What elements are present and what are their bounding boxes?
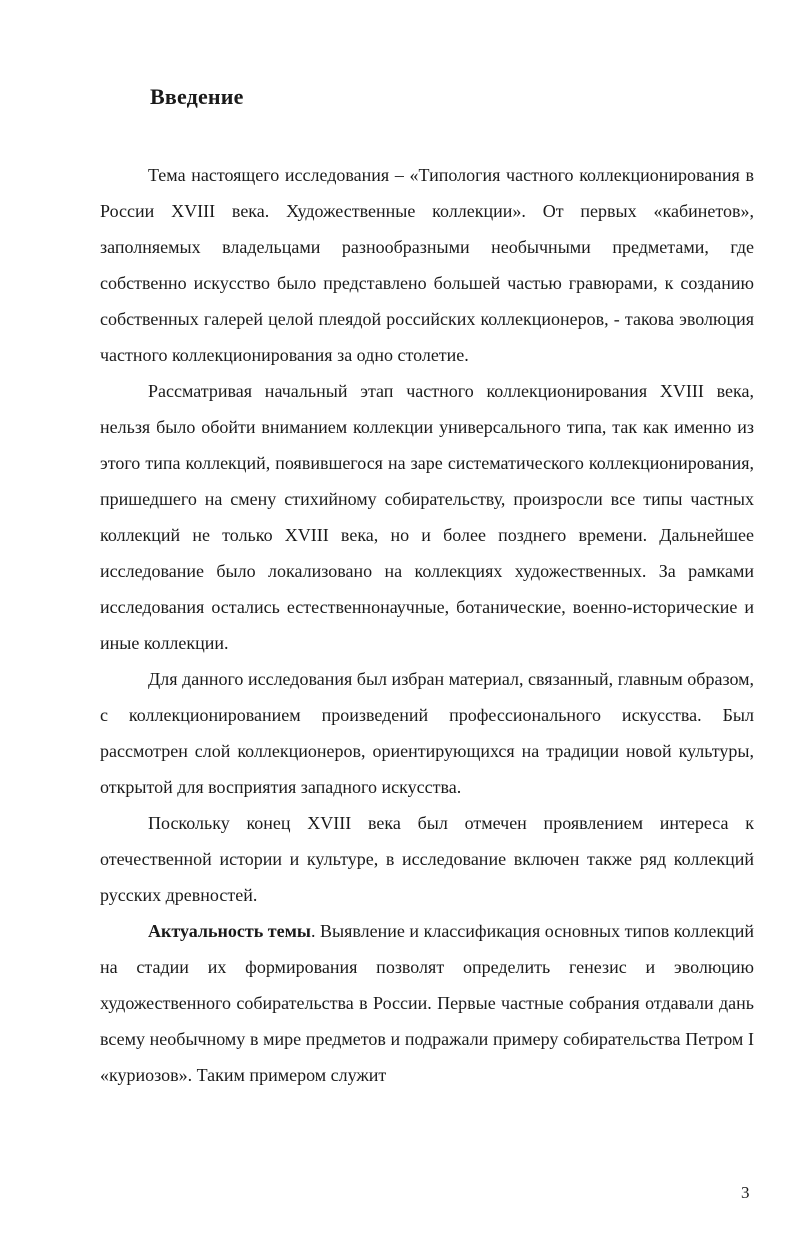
paragraph-text: Рассматривая начальный этап частного коллекционирования XVIII века, нельзя было обойти вниманием коллекции универсального типа, так как именно из этого типа коллекций, появившегося на заре систематического коллекционирования, пришедшего на смену стихийному собирательству, произросли все типы частных коллекций не только XVIII века, но и более позднего времени. Дальнейшее исследование было локализовано на коллекциях художественных. За рамками исследования остались естественнонаучные, ботанические, военно-исторические и иные коллекции. <box>100 381 754 653</box>
paragraph-initial-stage <box>100 373 754 661</box>
relevance-label: Актуальность темы <box>148 921 311 941</box>
paragraph-text: Тема настоящего исследования – «Типология частного коллекционирования в России XVIII века. Художественные коллекции». От первых «кабинетов», заполняемых владельцами разнообразными необычными предметами, где собственно искусство было представлено большей частью гравюрами, к созданию собственных галерей целой плеядой российских коллекционеров, - такова эволюция частного коллекционирования за одно столетие. <box>100 165 754 365</box>
paragraph-text: . Выявление и классификация основных типов коллекций на стадии их формирования позволят определить генезис и эволюцию художественного собирательства в России. Первые частные собрания отдавали дань всему необычному в мире предметов и подражали примеру собирательства Петром I «куриозов». Таким примером служит <box>100 921 754 1085</box>
body-text <box>100 157 754 1093</box>
paragraph-material <box>100 661 754 805</box>
paragraph-text: Для данного исследования был избран материал, связанный, главным образом, с коллекционированием произведений профессионального искусства. Был рассмотрен слой коллекционеров, ориентирующихся на традиции новой культуры, открытой для восприятия западного искусства. <box>100 669 754 797</box>
paragraph-text: Поскольку конец XVIII века был отмечен проявлением интереса к отечественной истории и культуре, в исследование включен также ряд коллекций русских древностей. <box>100 813 754 905</box>
page-title: Введение <box>150 84 244 109</box>
paragraph-topic <box>100 157 754 373</box>
paragraph-relevance <box>100 913 754 1093</box>
paragraph-russian-antiquities <box>100 805 754 913</box>
page-number: 3 <box>741 1183 750 1202</box>
